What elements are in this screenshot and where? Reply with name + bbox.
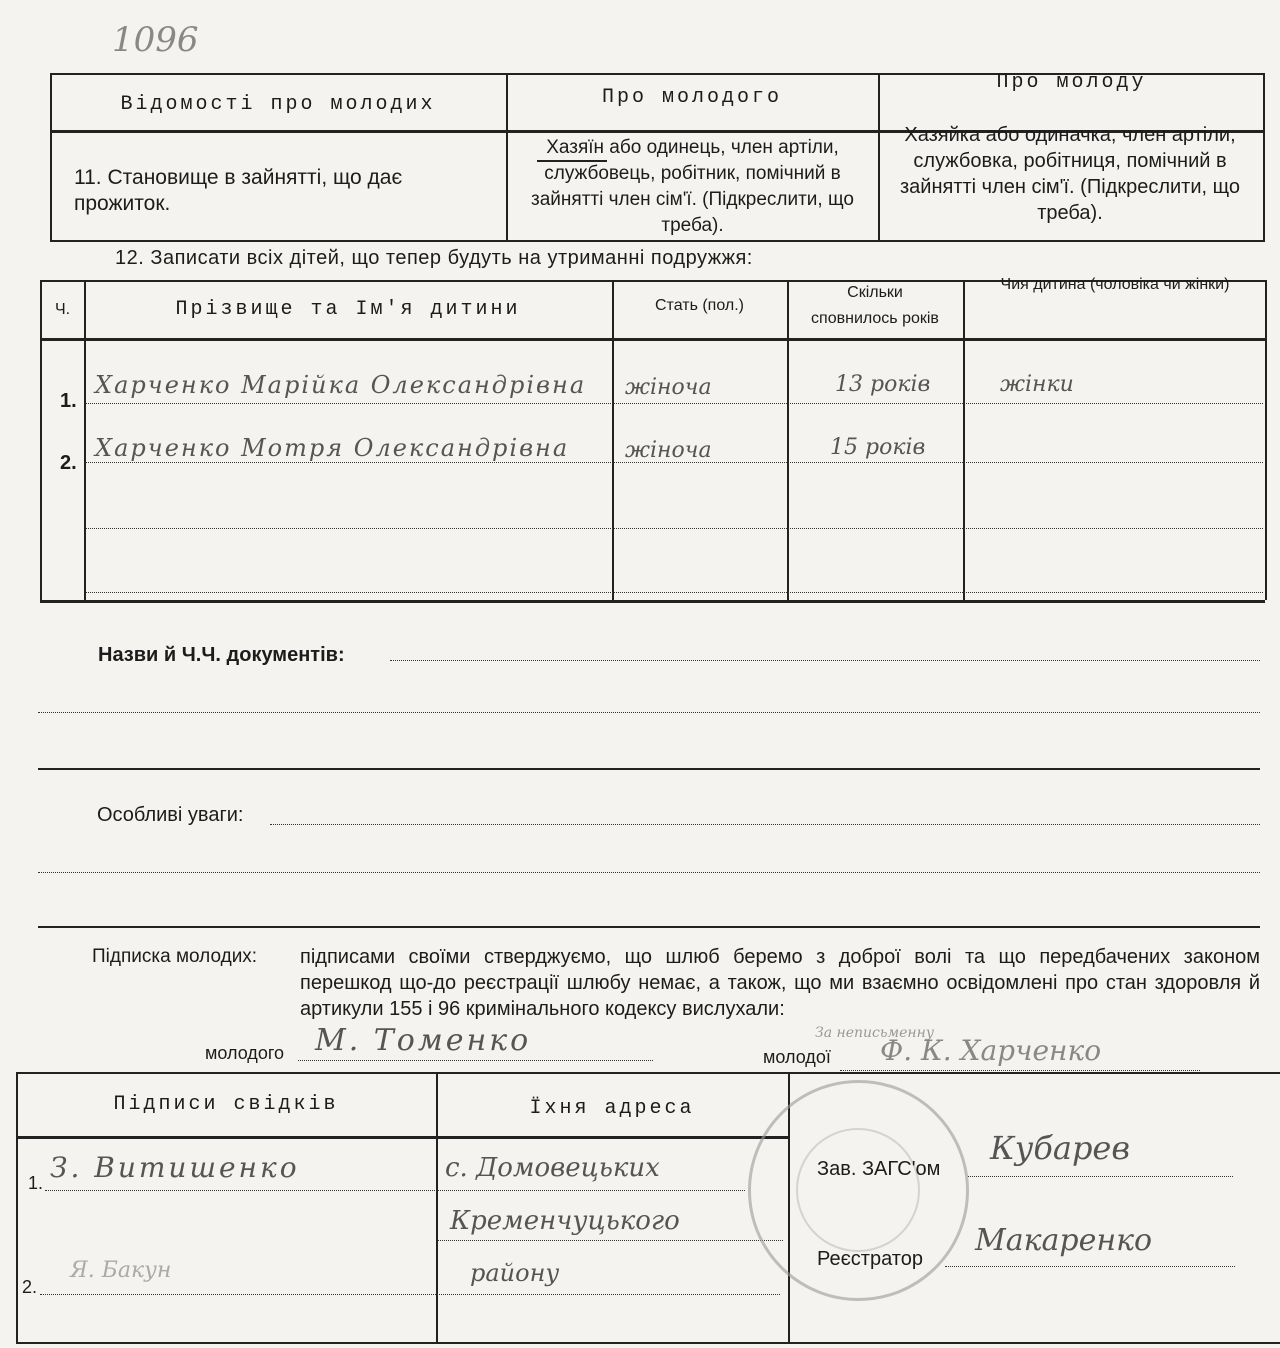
col-header-sex: Стать (пол.) bbox=[654, 297, 744, 314]
child-sex: жіноча bbox=[625, 438, 712, 463]
children-title: 12. Записати всіх дітей, що тепер будуть на утриманні подружжя: bbox=[115, 247, 753, 269]
witness-address-line: с. Домовецьких bbox=[445, 1153, 660, 1183]
col-header-name: Прізвище та Ім'я дитини bbox=[175, 298, 521, 321]
child-age: 15 років bbox=[830, 435, 926, 460]
statement-text: підписами своїми стверджуємо, що шлюб беремо з доброї волі та що передбачених законом перешкод що-до реєстрації шлюбу немає, а також, що ми взаємно освідомлені про стан здоровля й артикули 155 і 96 кримінального кодексу вислухали: bbox=[300, 946, 1260, 1020]
underline-mark bbox=[537, 160, 607, 162]
header-bride-label: Про молоду bbox=[996, 71, 1147, 94]
registrar-signature: Макаренко bbox=[975, 1223, 1153, 1258]
row11-groom-options: Хазяїн або одинець, член артіли, службовець, робітник, помічний в зайнятті член сім'ї. (Підкреслити, що треба). bbox=[531, 137, 854, 236]
row11-bride-options: Хазяйка або одиначка, член артіли, службовка, робітниця, помічний в зайнятті член сім'ї. (Підкреслити, що треба). bbox=[900, 124, 1240, 224]
child-name: Харченко Мотря Олександрівна bbox=[95, 434, 570, 462]
table-row-num: 1. bbox=[60, 390, 77, 412]
header-groom-label: Про молодого bbox=[601, 86, 783, 109]
child-whose: жінки bbox=[1000, 372, 1074, 397]
registrar-label: Реєстратор bbox=[817, 1248, 923, 1270]
documents-label: Назви й Ч.Ч. документів: bbox=[98, 644, 345, 666]
witness-header: Підписи свідків bbox=[113, 1093, 339, 1116]
child-age: 13 років bbox=[835, 372, 931, 397]
bride-signature: Ф. К. Харченко bbox=[880, 1034, 1102, 1067]
remarks-label: Особливі уваги: bbox=[97, 804, 244, 826]
corner-handwritten-mark: 1096 bbox=[112, 20, 199, 60]
groom-signature: М. Томенко bbox=[315, 1023, 532, 1058]
registry-head-signature: Кубарев bbox=[990, 1129, 1130, 1167]
bride-sign-note: За неписьменну bbox=[815, 1025, 934, 1041]
witness-row-num: 2. bbox=[22, 1277, 38, 1297]
witness-address-line: району bbox=[470, 1259, 560, 1287]
witness-row-num: 1. bbox=[28, 1173, 44, 1193]
witness-signature: Я. Бакун bbox=[70, 1258, 172, 1283]
col-header-num: Ч. bbox=[55, 301, 71, 318]
row11-label: 11. Становище в зайнятті, що дає прожиток. bbox=[74, 166, 403, 215]
witness-signature: З. Витишенко bbox=[50, 1151, 300, 1184]
bride-sign-label: молодої bbox=[763, 1047, 831, 1067]
statement-label: Підписка молодих: bbox=[92, 946, 258, 967]
registry-head-label: Зав. ЗАГС'ом bbox=[817, 1158, 941, 1180]
header-info-label: Відомості про молодих bbox=[120, 93, 436, 116]
table-row-num: 2. bbox=[60, 452, 77, 474]
col-header-age: Скільки сповнилось років bbox=[811, 284, 939, 327]
child-name: Харченко Марійка Олександрівна bbox=[95, 371, 587, 399]
groom-sign-label: молодого bbox=[205, 1043, 285, 1063]
child-sex: жіноча bbox=[625, 375, 712, 400]
address-header: Їхня адреса bbox=[529, 1097, 695, 1120]
col-header-whose: Чия дитина (чоловіка чи жінки) bbox=[1000, 276, 1230, 293]
witness-address-line: Кременчуцького bbox=[450, 1206, 680, 1236]
